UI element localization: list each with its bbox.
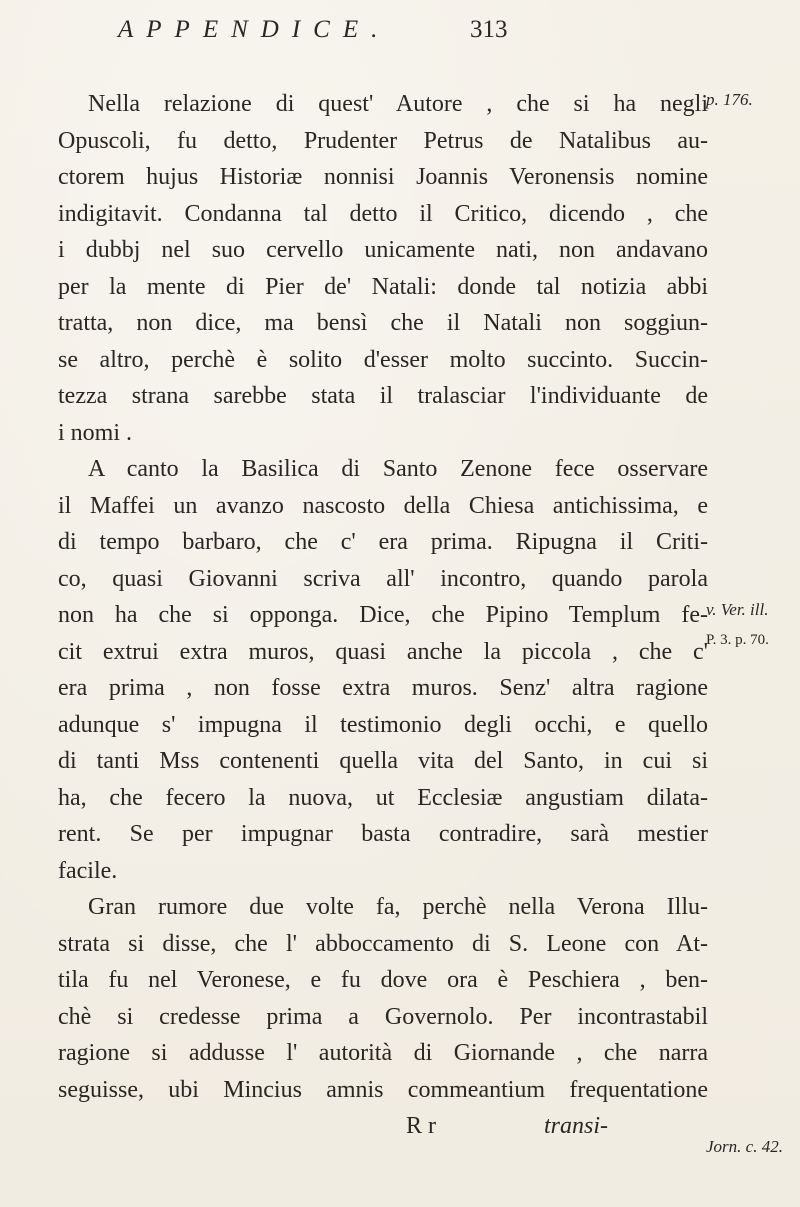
text-line: adunque s' impugna il testimonio degli occhi, e quello bbox=[58, 711, 708, 738]
body-text bbox=[58, 86, 708, 1145]
text-line: il Maffei un avanzo nascosto della Chiesa antichissima, e bbox=[58, 492, 708, 519]
text-line: i nomi . bbox=[58, 419, 133, 446]
text-line: indigitavit. Condanna tal detto il Critico, dicendo , che bbox=[58, 200, 708, 227]
text-line: tratta, non dice, ma bensì che il Natali non soggiun- bbox=[58, 310, 708, 336]
text-line: tila fu nel Veronese, e fu dove ora è Peschiera , ben- bbox=[58, 967, 708, 993]
text-line: Opuscoli, fu detto, Prudenter Petrus de Natalibus au- bbox=[58, 127, 708, 154]
text-line: non ha che si opponga. Dice, che Pipino Templum fe- bbox=[58, 602, 708, 628]
text-line: Nella relazione di quest' Autore , che si ha negli bbox=[88, 91, 708, 117]
footer-line bbox=[58, 1108, 708, 1145]
signature-mark: R r bbox=[405, 1113, 436, 1139]
text-line: se altro, perchè è solito d'esser molto succinto. Succin- bbox=[58, 346, 708, 373]
margin-note-part-ref: P. 3. p. 70. bbox=[706, 632, 769, 648]
text-line: rent. Se per impugnar basta contradire, sarà mestier bbox=[58, 821, 708, 847]
text-line: ctorem hujus Historiæ nonnisi Joannis Veronensis nomine bbox=[58, 164, 708, 190]
text-line: ha, che fecero la nuova, ut Ecclesiæ angustiam dilata- bbox=[58, 784, 708, 811]
text-line: di tanti Mss contenenti quella vita del Santo, in cui si bbox=[58, 748, 708, 774]
text-line: per la mente di Pier de' Natali: donde tal notizia abbi bbox=[58, 273, 708, 300]
page-number: 313 bbox=[470, 16, 508, 43]
text-line: chè si credesse prima a Governolo. Per incontrastabil bbox=[58, 1003, 708, 1030]
text-line: era prima , non fosse extra muros. Senz' altra ragione bbox=[58, 675, 708, 701]
running-title: APPENDICE. bbox=[118, 16, 391, 43]
text-line: di tempo barbaro, che c' era prima. Ripugna il Criti- bbox=[58, 529, 708, 555]
text-line: ragione si addusse l' autorità di Giornande , che narra bbox=[58, 1040, 708, 1066]
text-line: strata si disse, che l' abboccamento di S. Leone con At- bbox=[58, 930, 708, 957]
margin-note-verona-ref: v. Ver. ill. bbox=[706, 600, 769, 619]
text-line: tezza strana sarebbe stata il tralasciar l'individuante de bbox=[58, 383, 708, 409]
text-line: Gran rumore due volte fa, perchè nella Verona Illu- bbox=[88, 894, 708, 920]
text-line: A canto la Basilica di Santo Zenone fece osservare bbox=[88, 456, 708, 482]
page-header bbox=[118, 16, 638, 56]
catchword: transi- bbox=[543, 1113, 608, 1139]
margin-note-page-ref: p. 176. bbox=[706, 90, 753, 109]
margin-note-jornandes-ref: Jorn. c. 42. bbox=[706, 1137, 783, 1156]
text-line: seguisse, ubi Mincius amnis commeantium frequentatione bbox=[58, 1076, 708, 1103]
text-line: facile. bbox=[58, 857, 118, 884]
text-line: co, quasi Giovanni scriva all' incontro, quando parola bbox=[58, 565, 708, 592]
text-line: i dubbj nel suo cervello unicamente nati, non andavano bbox=[58, 237, 708, 263]
text-line: cit extrui extra muros, quasi anche la piccola , che c' bbox=[58, 638, 708, 665]
